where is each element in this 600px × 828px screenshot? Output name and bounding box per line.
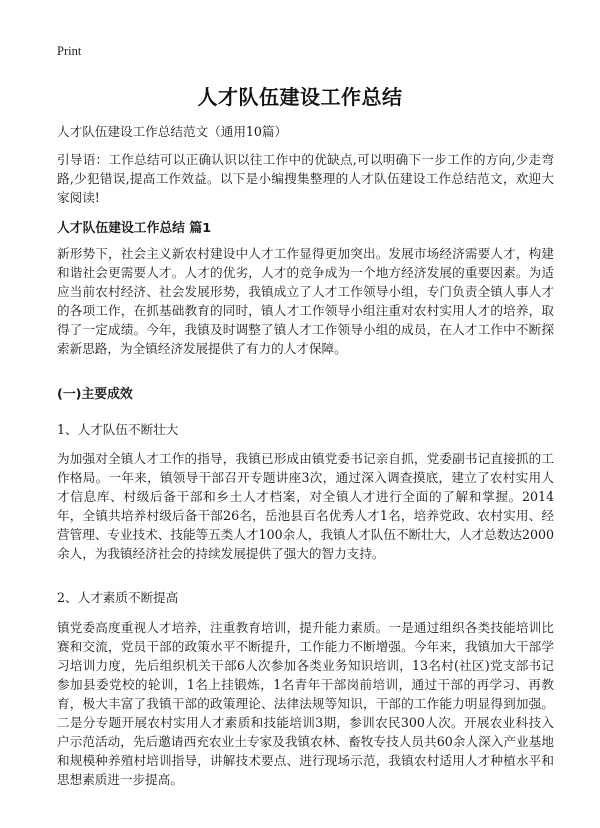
page-title: 人才队伍建设工作总结 — [197, 85, 403, 109]
document-subtitle: 人才队伍建设工作总结范文（通用10篇） — [57, 124, 288, 139]
body-paragraph: 镇党委高度重视人才培养，注重教育培训，提升能力素质。一是通过组织各类技能培训比赛和交流，党员干部的政策水平不断提升，工作能力不断增强。今年来，我镇加大干部学习培训力度，先后组织机关干部6人次参加各类业务知识培训，13名村(社区)党支部书记参加县委党校的轮训，1名上挂锻炼，1名青年干部岗前培训，通过干部的再学习、再教育，极大丰富了我镇干部的政策理论、法律法规等知识，干部的工作能力明显得到加强。二是分专题开展农村实用人才素质和技能培训3期，参训农民300人次。开展农业科技入户示范活动，先后邀请西充农业土专家及我镇农林、畜牧专技人员共60余人深入产业基地和规模种养殖村培训指导，讲解技术要点、进行现场示范，我镇农村适用人才种植水平和思想素质进一步提高。 — [57, 620, 554, 787]
item-title: 2、人才素质不断提高 — [57, 590, 179, 605]
body-paragraph: 新形势下，社会主义新农村建设中人才工作显得更加突出。发展市场经济需要人才，构建和谐社会更需要人才。人才的优劣，人才的竞争成为一个地方经济发展的重要因素。为适应当前农村经济、社会发展形势，我镇成立了人才工作领导小组，专门负责全镇人事人才的各项工作，在抓基础教育的同时，镇人才工作领导小组注重对农村实用人才的培养，取得了一定成绩。今年，我镇及时调整了镇人才工作领导小组的成员，在人才工作中不断探索新思路，为全镇经济发展提供了有力的人才保障。 — [57, 246, 554, 356]
item-title: 1、人才队伍不断壮大 — [57, 422, 179, 437]
print-link[interactable]: Print — [57, 44, 82, 58]
section-heading: (一)主要成效 — [57, 387, 133, 402]
body-paragraph: 为加强对全镇人才工作的指导，我镇已形成由镇党委书记亲自抓，党委副书记直接抓的工作格局。一年来，镇领导干部召开专题讲座3次，通过深入调查摸底，建立了农村实用人才信息库、村级后备干部和乡土人才档案，对全镇人才进行全面的了解和掌握。2014年，全镇共培养村级后备干部26名，岳池县百名优秀人才1名，培养党政、农村实用、经营管理、专业技术、技能等五类人才100余人，我镇人才队伍不断壮大，人才总数达2000余人，为我镇经济社会的持续发展提供了强大的智力支持。 — [57, 451, 554, 561]
article-heading: 人才队伍建设工作总结 篇1 — [57, 221, 212, 236]
intro-paragraph: 引导语：工作总结可以正确认识以往工作中的优缺点,可以明确下一步工作的方向,少走弯路,少犯错误,提高工作效益。以下是小编搜集整理的人才队伍建设工作总结范文，欢迎大家阅读! — [57, 152, 554, 205]
